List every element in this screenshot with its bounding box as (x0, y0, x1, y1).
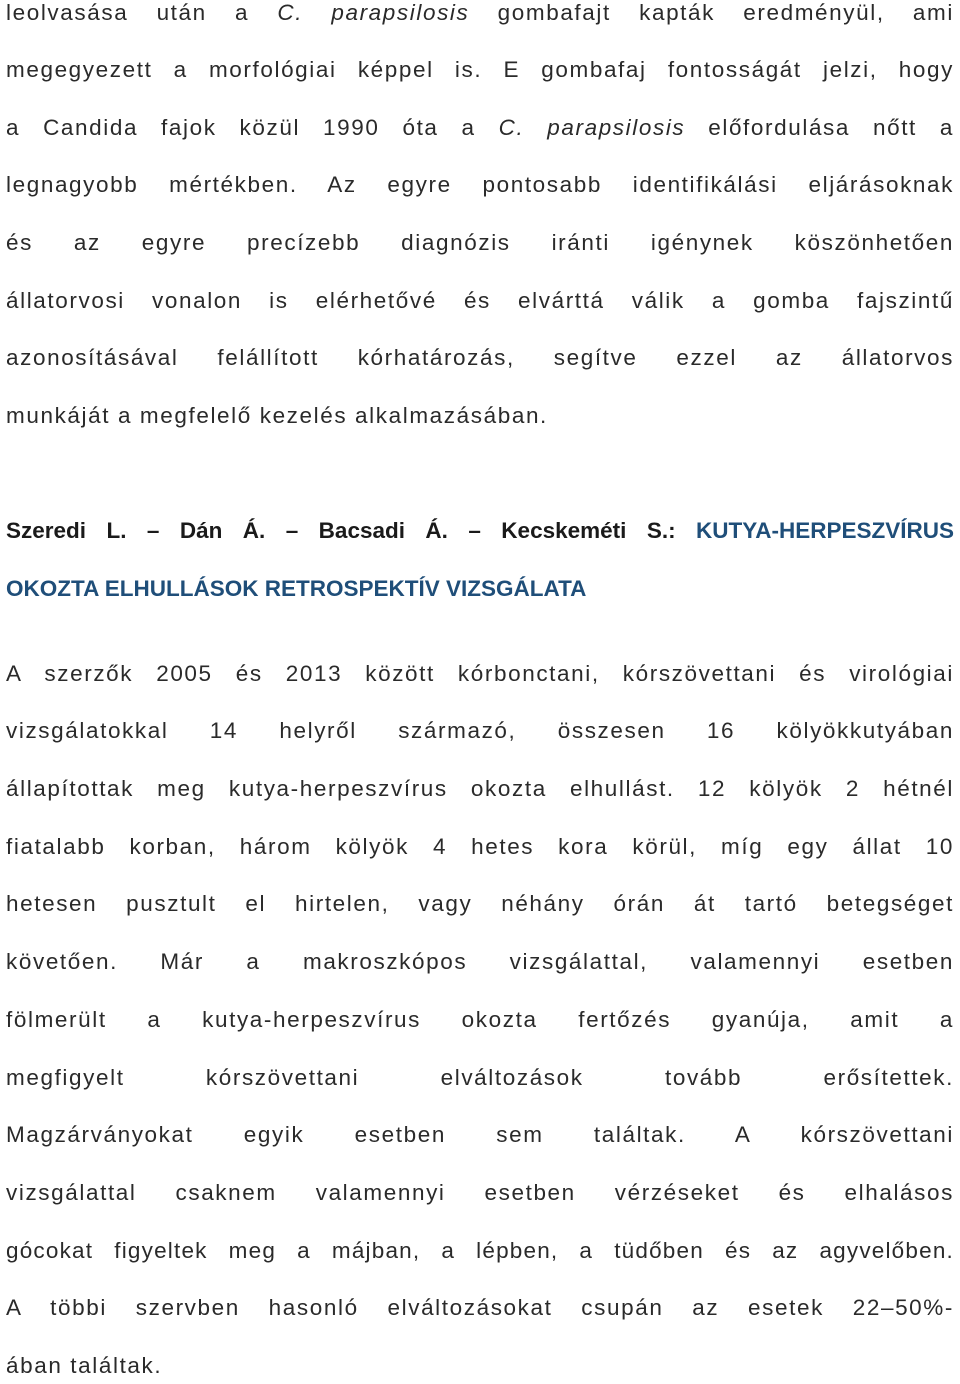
text-span: gombafajt kapták eredményül, ami (469, 0, 954, 25)
article-title-part1: KUTYA-HERPESZVÍRUS (696, 518, 954, 543)
text-span: leolvasása után a (6, 0, 278, 25)
paragraph2-line11: gócokat figyeltek meg a májban, a lépben, a tüdőben és az agyvelőben. (6, 1238, 954, 1263)
paragraph1-line7: azonosításával felállított kórhatározás, segítve ezzel az állatorvos (6, 345, 954, 370)
paragraph2-line1: A szerzők 2005 és 2013 között kórbonctani, kórszövettani és virológiai (6, 661, 954, 686)
species-name: C. parapsilosis (277, 0, 470, 25)
paragraph2-line4: fiatalabb korban, három kölyök 4 hetes kora körül, míg egy állat 10 (6, 834, 954, 859)
paragraph2-line12: A többi szervben hasonló elváltozásokat csupán az esetek 22–50%- (6, 1295, 954, 1320)
article-authors: Szeredi L. – Dán Á. – Bacsadi Á. – Kecskeméti S.: (6, 518, 676, 543)
paragraph2-line8: megfigyelt kórszövettani elváltozások tovább erősítettek. (6, 1065, 954, 1090)
species-name: C. parapsilosis (498, 115, 686, 140)
paragraph2-line3: állapítottak meg kutya-herpeszvírus okozta elhullást. 12 kölyök 2 hétnél (6, 776, 954, 801)
paragraph2-line13: ában találtak. (6, 1353, 163, 1378)
paragraph2-line6: követően. Már a makroszkópos vizsgálattal, valamennyi esetben (6, 949, 954, 974)
paragraph2-line10: vizsgálattal csaknem valamennyi esetben vérzéseket és elhalásos (6, 1180, 954, 1205)
paragraph2-line5: hetesen pusztult el hirtelen, vagy néhány órán át tartó betegséget (6, 891, 954, 916)
article-heading-line1 (6, 513, 954, 549)
paragraph1-line3 (6, 110, 954, 146)
paragraph2-line9: Magzárványokat egyik esetben sem találtak. A kórszövettani (6, 1122, 954, 1147)
article-title-part2: OKOZTA ELHULLÁSOK RETROSPEKTÍV VIZSGÁLATA (6, 576, 587, 601)
paragraph1-line6: állatorvosi vonalon is elérhetővé és elvárttá válik a gomba fajszintű (6, 288, 954, 313)
paragraph2-line7: fölmerült a kutya-herpeszvírus okozta fertőzés gyanúja, amit a (6, 1007, 954, 1032)
text-span: a Candida fajok közül 1990 óta a (6, 115, 499, 140)
paragraph1-line1 (6, 0, 954, 31)
paragraph2-line2: vizsgálatokkal 14 helyről származó, összesen 16 kölyökkutyában (6, 718, 954, 743)
paragraph1-line5: és az egyre precízebb diagnózis iránti igénynek köszönhetően (6, 230, 954, 255)
text-span: előfordulása nőtt a (685, 115, 954, 140)
paragraph1-line2: megegyezett a morfológiai képpel is. E gombafaj fontosságát jelzi, hogy (6, 57, 954, 82)
paragraph1-line8: munkáját a megfelelő kezelés alkalmazásában. (6, 403, 548, 428)
paragraph1-line4: legnagyobb mértékben. Az egyre pontosabb identifikálási eljárásoknak (6, 172, 954, 197)
